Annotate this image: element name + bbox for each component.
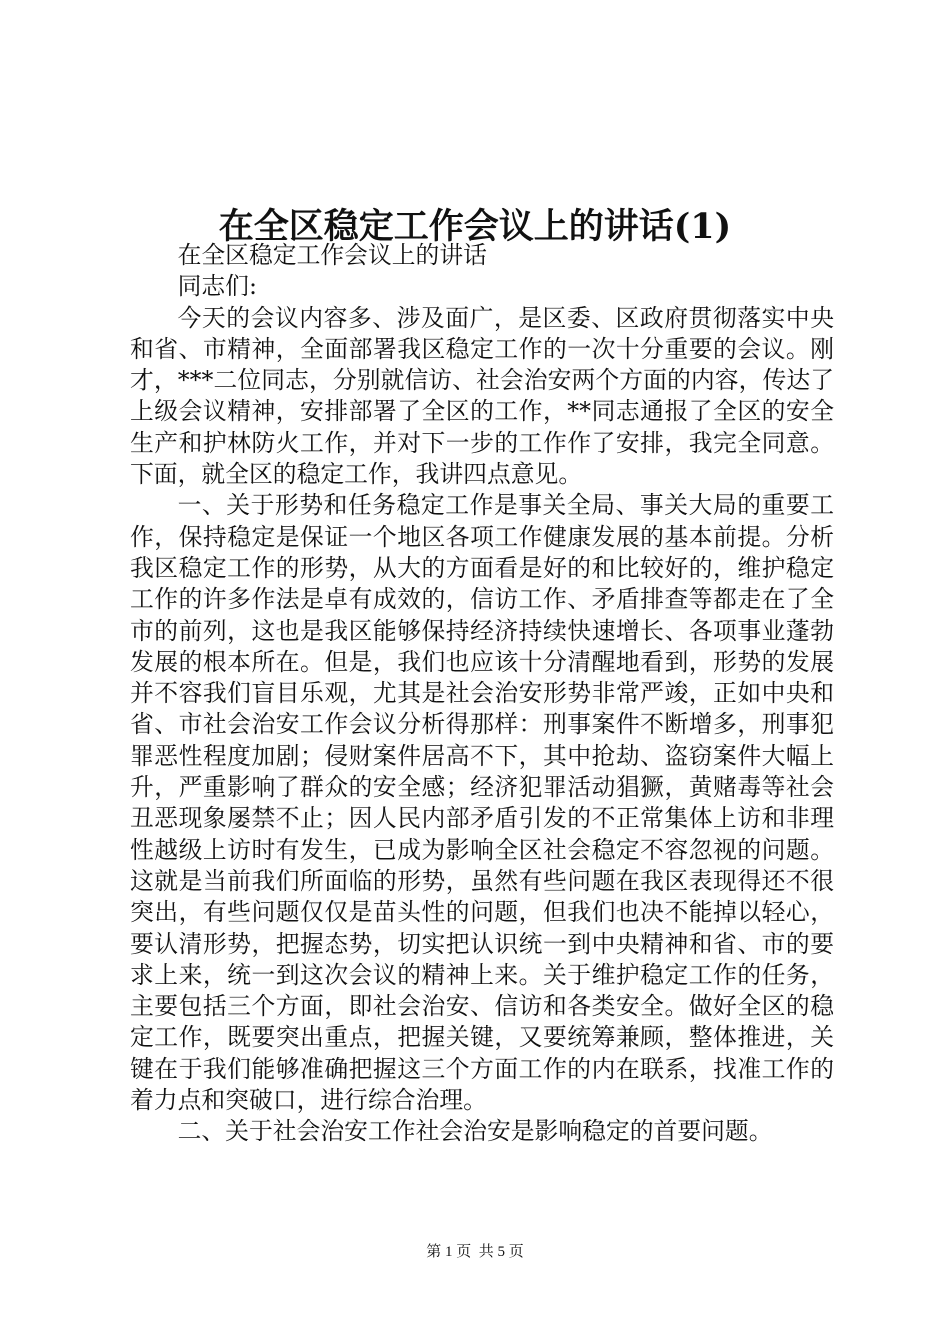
body-paragraph: 今天的会议内容多、涉及面广，是区委、区政府贯彻落实中央和省、市精神，全面部署我区稳定工作的一次十分重要的会议。刚才，***二位同志，分别就信访、社会治安两个方面的内容，传达了上级会议精神，安排部署了全区的工作，**同志通报了全区的安全生产和护林防火工作，并对下一步的工作作了安排，我完全同意。下面，就全区的稳定工作，我讲四点意见。 — [130, 303, 834, 489]
document-title: 在全区稳定工作会议上的讲话(1) — [218, 206, 732, 248]
body-paragraph: 二、关于社会治安工作社会治安是影响稳定的首要问题。 — [177, 1117, 773, 1146]
salutation: 同志们: — [177, 272, 258, 301]
page-number-footer: 第 1 页 共 5 页 — [426, 1244, 524, 1260]
body-paragraph: 一、关于形势和任务稳定工作是事关全局、事关大局的重要工作，保持稳定是保证一个地区各项工作健康发展的基本前提。分析我区稳定工作的形势，从大的方面看是好的和比较好的，维护稳定工作的许多作法是卓有成效的，信访工作、矛盾排查等都走在了全市的前列，这也是我区能够保持经济持续快速增长、各项事业蓬勃发展的根本所在。但是，我们也应该十分清醒地看到，形势的发展并不容我们盲目乐观，尤其是社会治安形势非常严竣，正如中央和省、市社会治安工作会议分析得那样：刑事案件不断增多，刑事犯罪恶性程度加剧；侵财案件居高不下，其中抢劫、盗窃案件大幅上升，严重影响了群众的安全感；经济犯罪活动猖獗，黄赌毒等社会丑恶现象屡禁不止；因人民内部矛盾引发的不正常集体上访和非理性越级上访时有发生，已成为影响全区社会稳定不容忽视的问题。这就是当前我们所面临的形势，虽然有些问题在我区表现得还不很突出，有些问题仅仅是苗头性的问题，但我们也决不能掉以轻心，要认清形势，把握态势，切实把认识统一到中央精神和省、市的要求上来，统一到这次会议的精神上来。关于维护稳定工作的任务，主要包括三个方面，即社会治安、信访和各类安全。做好全区的稳定工作，既要突出重点，把握关键，又要统筹兼顾，整体推进，关键在于我们能够准确把握这三个方面工作的内在联系，找准工作的着力点和突破口，进行综合治理。 — [130, 491, 834, 1115]
document-body — [130, 240, 834, 1148]
speech-subtitle: 在全区稳定工作会议上的讲话 — [177, 241, 487, 269]
